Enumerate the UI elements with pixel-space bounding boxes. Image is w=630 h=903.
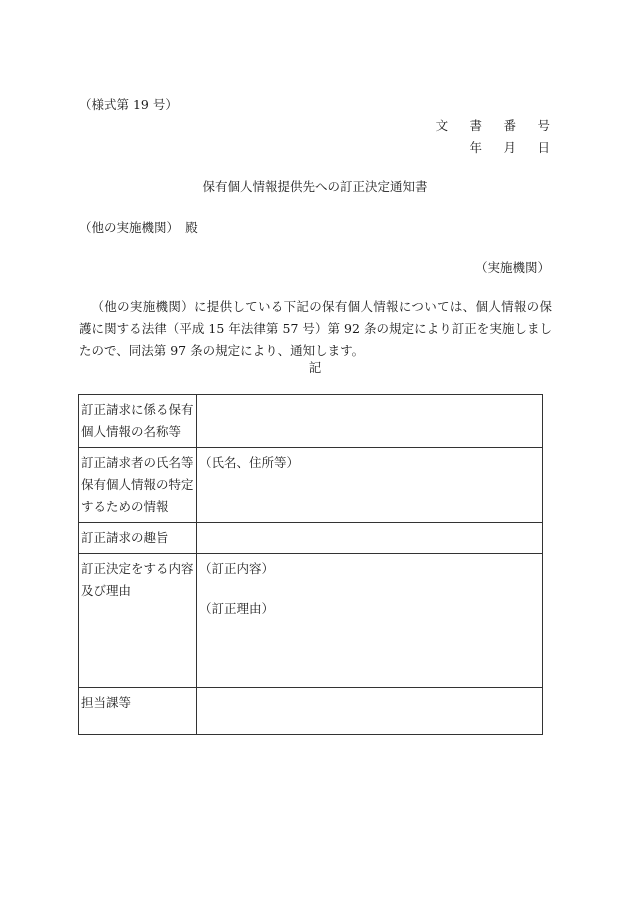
spacer <box>199 580 540 598</box>
ki-heading: 記 <box>308 360 322 375</box>
table-row <box>79 554 543 688</box>
row-value <box>197 523 543 554</box>
table-row <box>79 523 543 554</box>
document-number: 文 書 番 号 <box>435 118 559 133</box>
row-value <box>197 688 543 735</box>
row-value: （氏名、住所等） <box>197 448 543 523</box>
row-value <box>197 395 543 448</box>
table-row <box>79 688 543 735</box>
row-label: 訂正請求に係る保有個人情報の名称等 <box>79 395 197 448</box>
row-label: 訂正請求者の氏名等保有個人情報の特定するための情報 <box>79 448 197 523</box>
correction-reason-label: （訂正理由） <box>199 601 275 616</box>
body-text: （他の実施機関）に提供している下記の保有個人情報については、個人情報の保護に関する法律（平成 15 年法律第 57 号）第 92 条の規定により訂正を実施しましたので、同法第 97 条の規定により、通知します。 <box>79 299 552 358</box>
row-label: 訂正請求の趣旨 <box>79 523 197 554</box>
row-value-group <box>197 554 543 688</box>
document-title: 保有個人情報提供先への訂正決定通知書 <box>202 179 428 194</box>
row-label: 訂正決定をする内容及び理由 <box>79 554 197 688</box>
row-label: 担当課等 <box>79 688 197 735</box>
addressee: （他の実施機関） 殿 <box>79 220 198 235</box>
form-number: （様式第 19 号） <box>79 97 178 112</box>
document-number-block <box>435 115 559 159</box>
notification-table <box>78 394 543 735</box>
sender: （実施機関） <box>474 260 550 275</box>
table-row <box>79 395 543 448</box>
table-row <box>79 448 543 523</box>
date-line: 年 月 日 <box>469 140 559 155</box>
correction-content-label: （訂正内容） <box>199 561 275 576</box>
